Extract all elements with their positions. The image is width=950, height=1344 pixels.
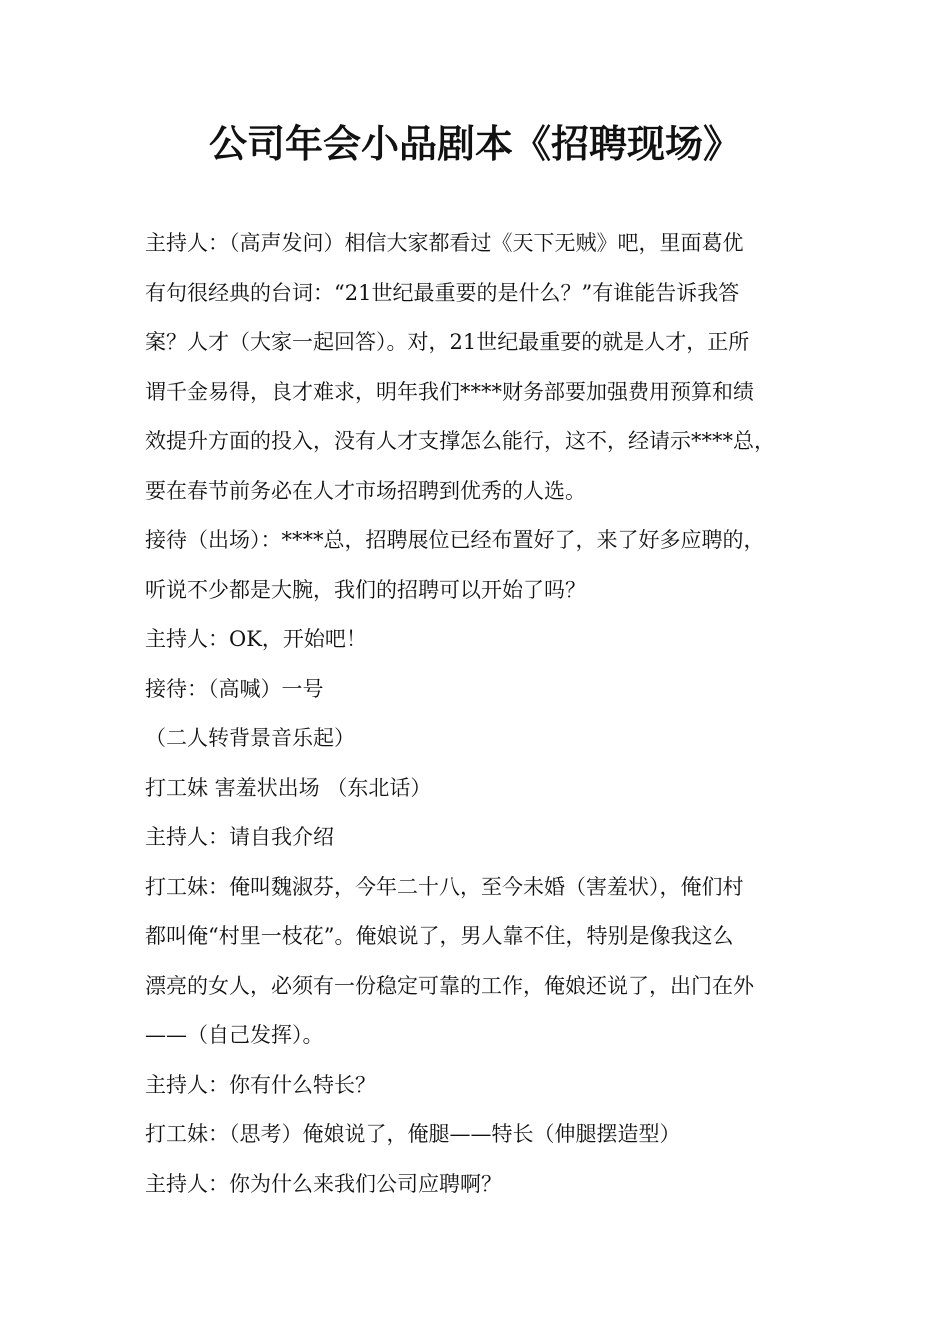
text-line: 打工妹：（思考）俺娘说了，俺腿——特长（伸腿摆造型）	[145, 1122, 681, 1146]
text-line: ——（自己发挥）。	[145, 1023, 324, 1047]
text-line: 漂亮的女人，必须有一份稳定可靠的工作，俺娘还说了，出门在外	[145, 973, 754, 998]
text-line: 效提升方面的投入，没有人才支撑怎么能行，这不，经请示****总，	[145, 429, 775, 453]
text-line: 主持人：你为什么来我们公司应聘啊？	[145, 1171, 502, 1196]
text-line: 谓千金易得，良才难求，明年我们****财务部要加强费用预算和绩	[145, 379, 754, 404]
text-line: 要在春节前务必在人才市场招聘到优秀的人选。	[145, 478, 586, 503]
script-body	[145, 219, 807, 1209]
text-line: 打工妹：俺叫魏淑芬，今年二十八，至今未婚（害羞状），俺们村	[145, 874, 744, 899]
text-line: 主持人：OK，开始吧！	[145, 627, 367, 651]
text-line: 案？人才（大家一起回答）。对，21世纪最重要的就是人才，正所	[145, 330, 750, 354]
text-line: 主持人：（高声发问）相信大家都看过《天下无贼》吧，里面葛优	[145, 231, 744, 255]
text-line: （二人转背景音乐起）	[145, 726, 355, 750]
text-line: 主持人：请自我介绍	[145, 825, 334, 849]
text-line: 接待：（高喊）一号	[145, 676, 324, 701]
text-line: 都叫俺“村里一枝花”。俺娘说了，男人靠不住，特别是像我这么	[145, 924, 734, 948]
text-line: 主持人：你有什么特长？	[145, 1072, 376, 1097]
text-line: 有句很经典的台词：“21世纪最重要的是什么？”有谁能告诉我答	[145, 280, 740, 305]
document-title: 公司年会小品剧本《招聘现场》	[208, 121, 741, 166]
text-line: 打工妹 害羞状出场 （东北话）	[145, 775, 432, 800]
text-line: 听说不少都是大腕，我们的招聘可以开始了吗？	[145, 577, 586, 602]
text-line: 接待（出场）：****总，招聘展位已经布置好了，来了好多应聘的，	[145, 528, 765, 552]
